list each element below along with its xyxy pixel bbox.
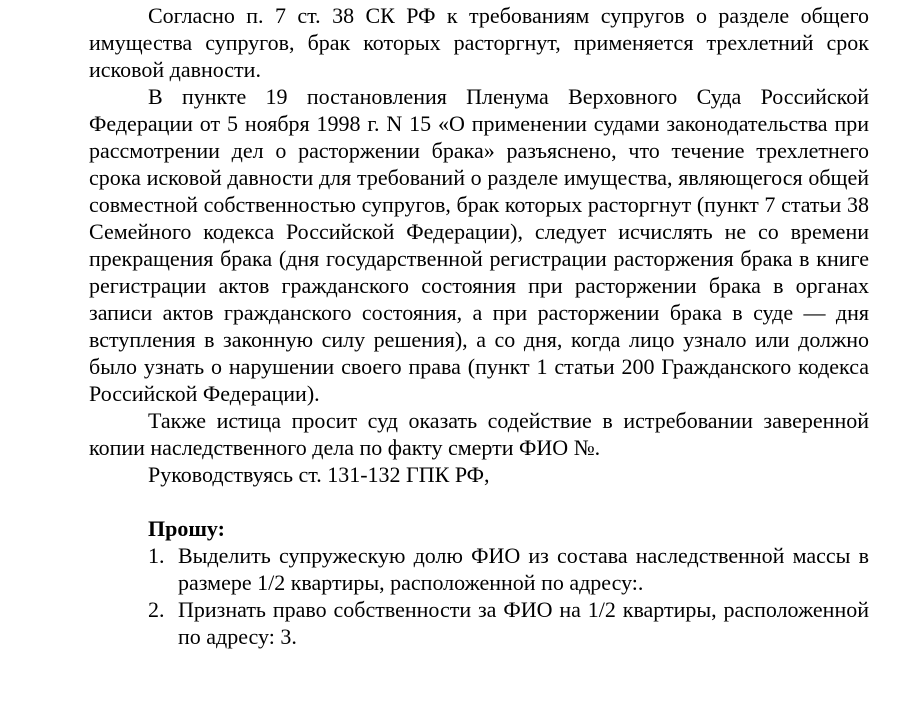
request-list: [89, 542, 869, 650]
document-page: [89, 2, 869, 650]
request-item-text: Признать право собственности за ФИО на 1/2 квартиры, расположенной по адресу: 3.: [178, 597, 869, 649]
request-item-text: Выделить супружескую долю ФИО из состава наследственной массы в размере 1/2 квартиры, расположенной по адресу:.: [178, 543, 869, 595]
paragraph-plenum-resolution: В пункте 19 постановления Пленума Верховного Суда Российской Федерации от 5 ноября 1998 г. N 15 «О применении судами законодательства при рассмотрении дел о расторжении брака» разъяснено, что течение трехлетнего срока исковой давности для требований о разделе имущества, являющегося общей совместной собственностью супругов, брак которых расторгнут (пункт 7 статьи 38 Семейного кодекса Российской Федерации), следует исчислять не со времени прекращения брака (дня государственной регистрации расторжения брака в книге регистрации актов гражданского состояния при расторжении брака в органах записи актов гражданского состояния, а при расторжении брака в суде — дня вступления в законную силу решения), а со дня, когда лицо узнало или должно было узнать о нарушении своего права (пункт 1 статьи 200 Гражданского кодекса Российской Федерации).: [89, 84, 869, 406]
request-item-2: [89, 596, 869, 650]
request-item-number: 1.: [148, 543, 165, 568]
paragraph-limitation-period: Согласно п. 7 ст. 38 СК РФ к требованиям супругов о разделе общего имущества супругов, брак которых расторгнут, применяется трехлетний срок исковой давности.: [89, 3, 869, 82]
paragraph-legal-basis: Руководствуясь ст. 131-132 ГПК РФ,: [148, 462, 490, 487]
request-item-1: [89, 542, 869, 596]
paragraph-request-assistance: Также истица просит суд оказать содействие в истребовании заверенной копии наследственного дела по факту смерти ФИО №.: [89, 408, 869, 460]
request-heading: Прошу:: [148, 516, 225, 541]
request-item-number: 2.: [148, 597, 165, 622]
